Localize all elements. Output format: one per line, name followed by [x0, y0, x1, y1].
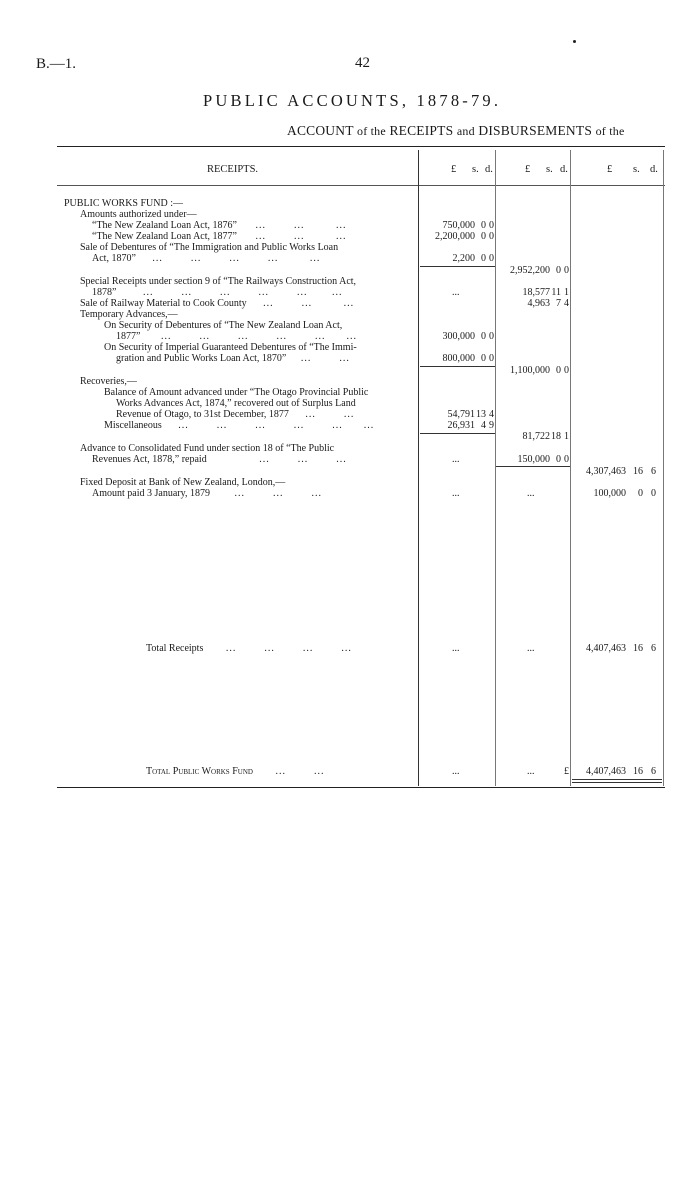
fixed-deposit-shillings: 0	[638, 488, 643, 499]
subtotal-rule	[420, 266, 495, 267]
total-double-rule	[572, 779, 662, 780]
empty-amount-dots: ...	[452, 488, 460, 499]
col1-pence-heading: d.	[485, 164, 493, 175]
miscellaneous-pence: 9	[489, 420, 494, 431]
subtotal-1-shillings: 0	[556, 265, 561, 276]
col1-pounds-heading: £	[451, 164, 457, 175]
recoveries-line: Recoveries,—	[80, 376, 137, 387]
subtitle-of-the: of the	[357, 124, 386, 138]
fixed-deposit-pounds: 100,000	[593, 488, 626, 499]
security-debentures-pounds: 300,000	[442, 331, 475, 342]
otago-balance-line-3	[116, 409, 354, 420]
amounts-authorized-line: Amounts authorized under—	[80, 209, 197, 220]
total-receipts-shillings: 16	[633, 643, 643, 654]
imperial-debentures-pence: 0	[489, 353, 494, 364]
security-debentures-shillings: 0	[481, 331, 486, 342]
leader-dots: ... ... ...	[263, 298, 355, 309]
special-receipts-pounds: 18,577	[522, 287, 550, 298]
loan-1876-line	[92, 220, 346, 231]
imperial-debentures-pounds: 800,000	[442, 353, 475, 364]
total-receipts-label: Total Receipts	[146, 643, 204, 654]
subtotal-rule	[420, 366, 495, 367]
leader-dots: ... ... ... ... ... ...	[142, 287, 343, 298]
subtitle-and: and	[456, 124, 475, 138]
total-receipts-line	[146, 643, 352, 654]
subtotal-1-pence: 0	[564, 265, 569, 276]
document-reference: B.—1.	[36, 56, 77, 72]
leader-dots: ... ... ...	[259, 454, 347, 465]
sale-pounds: 2,200	[452, 253, 475, 264]
col2-shillings-heading: s.	[546, 164, 553, 175]
subtotal-1-pounds: 2,952,200	[510, 265, 550, 276]
leader-dots: ... ... ... ... ...	[152, 253, 321, 264]
otago-balance-line-2: Works Advances Act, 1874,” recovered out of Surplus Land	[116, 398, 356, 409]
leader-dots: ... ... ...	[234, 488, 322, 499]
subtotal-4-pounds: 4,307,463	[586, 466, 626, 477]
railway-material-line	[80, 298, 354, 309]
empty-amount-dots: ...	[452, 643, 460, 654]
column-divider-1	[418, 150, 419, 786]
advance-consolidated-label: Revenues Act, 1878,” repaid	[92, 454, 207, 465]
empty-amount-dots: ...	[452, 766, 460, 777]
railway-material-label: Sale of Railway Material to Cook County	[80, 298, 247, 309]
railway-material-pence: 4	[564, 298, 569, 309]
subtotal-2-pence: 0	[564, 365, 569, 376]
total-receipts-pounds: 4,407,463	[586, 643, 626, 654]
special-receipts-line-2	[92, 287, 342, 298]
advance-repaid-shillings: 0	[556, 454, 561, 465]
sale-pence: 0	[489, 253, 494, 264]
imperial-debentures-line-1: On Security of Imperial Guaranteed Debentures of “The Immi-	[104, 342, 357, 353]
leader-dots: ... ...	[275, 766, 325, 777]
account-subtitle	[287, 123, 624, 139]
leader-dots: ... ... ... ... ... ...	[178, 420, 375, 431]
page-title: PUBLIC ACCOUNTS, 1878-79.	[203, 91, 502, 110]
advance-repaid-pence: 0	[564, 454, 569, 465]
receipts-column-heading: RECEIPTS.	[207, 164, 259, 175]
sale-shillings: 0	[481, 253, 486, 264]
leader-dots: ... ...	[305, 409, 355, 420]
col2-pounds-heading: £	[525, 164, 531, 175]
subtotal-4-pence: 6	[651, 466, 656, 477]
security-debentures-label: 1877”	[116, 331, 141, 342]
advance-consolidated-line-1: Advance to Consolidated Fund under section 18 of “The Public	[80, 443, 335, 454]
otago-balance-shillings: 13	[476, 409, 486, 420]
col3-pence-heading: d.	[650, 164, 658, 175]
total-double-rule	[572, 782, 662, 783]
imperial-debentures-line-2	[116, 353, 350, 364]
leader-dots: ... ... ...	[255, 231, 347, 242]
column-divider-3	[570, 150, 571, 786]
loan-1877-pounds: 2,200,000	[435, 231, 475, 242]
subtitle-disbursements: DISBURSEMENTS	[478, 123, 593, 138]
loan-1876-label: “The New Zealand Loan Act, 1876”	[92, 220, 237, 231]
security-debentures-line-2	[116, 331, 357, 342]
column-divider-4	[663, 150, 664, 786]
header-bottom-rule	[57, 185, 665, 186]
total-fund-shillings: 16	[633, 766, 643, 777]
subtitle-of-the-2: of the	[595, 124, 625, 138]
subtotal-rule	[420, 433, 495, 434]
otago-balance-pence: 4	[489, 409, 494, 420]
imperial-debentures-label: gration and Public Works Loan Act, 1870”	[116, 353, 287, 364]
col1-shillings-heading: s.	[472, 164, 479, 175]
otago-balance-pounds: 54,791	[447, 409, 475, 420]
total-fund-label: Total Public Works Fund	[146, 766, 253, 777]
page-number: 42	[355, 55, 370, 71]
miscellaneous-label: Miscellaneous	[104, 420, 162, 431]
empty-amount-dots: ...	[527, 488, 535, 499]
col3-pounds-heading: £	[607, 164, 613, 175]
leader-dots: ... ... ...	[255, 220, 347, 231]
loan-1876-pounds: 750,000	[442, 220, 475, 231]
security-debentures-pence: 0	[489, 331, 494, 342]
security-debentures-line-1: On Security of Debentures of “The New Zealand Loan Act,	[104, 320, 343, 331]
special-receipts-pence: 1	[564, 287, 569, 298]
temporary-advances-line: Temporary Advances,—	[80, 309, 178, 320]
subtotal-2-shillings: 0	[556, 365, 561, 376]
empty-amount-dots: ...	[452, 454, 460, 465]
loan-1877-pence: 0	[489, 231, 494, 242]
imperial-debentures-shillings: 0	[481, 353, 486, 364]
fixed-deposit-label: Amount paid 3 January, 1879	[92, 488, 210, 499]
subtitle-account: ACCOUNT	[287, 123, 354, 138]
loan-1876-shillings: 0	[481, 220, 486, 231]
leader-dots: ... ... ... ...	[225, 643, 352, 654]
empty-amount-dots: ...	[527, 643, 535, 654]
loan-1877-label: “The New Zealand Loan Act, 1877”	[92, 231, 237, 242]
total-fund-pounds: 4,407,463	[586, 766, 626, 777]
loan-1876-pence: 0	[489, 220, 494, 231]
table-top-rule	[57, 146, 665, 147]
empty-amount-dots: ...	[452, 287, 460, 298]
advance-consolidated-line-2	[92, 454, 347, 465]
fixed-deposit-line-2	[92, 488, 322, 499]
empty-amount-dots: ...	[527, 766, 535, 777]
subtotal-2-pounds: 1,100,000	[510, 365, 550, 376]
miscellaneous-line	[104, 420, 374, 431]
subtotal-3-pounds: 81,722	[522, 431, 550, 442]
leader-dots: ... ...	[300, 353, 350, 364]
otago-balance-label: Revenue of Otago, to 31st December, 1877	[116, 409, 289, 420]
railway-material-shillings: 7	[556, 298, 561, 309]
total-fund-line	[146, 766, 324, 777]
fixed-deposit-pence: 0	[651, 488, 656, 499]
advance-repaid-pounds: 150,000	[517, 454, 550, 465]
special-receipts-label: 1878”	[92, 287, 117, 298]
subtitle-receipts: RECEIPTS	[389, 123, 454, 138]
subtotal-rule	[496, 466, 570, 467]
miscellaneous-pounds: 26,931	[447, 420, 475, 431]
column-divider-2	[495, 150, 496, 786]
subtotal-4-shillings: 16	[633, 466, 643, 477]
loan-1877-shillings: 0	[481, 231, 486, 242]
total-fund-currency: £	[564, 766, 569, 777]
subtotal-3-shillings: 18	[551, 431, 561, 442]
total-receipts-pence: 6	[651, 643, 656, 654]
col3-shillings-heading: s.	[633, 164, 640, 175]
table-bottom-rule	[57, 787, 665, 788]
ink-dot	[573, 40, 576, 43]
col2-pence-heading: d.	[560, 164, 568, 175]
total-fund-pence: 6	[651, 766, 656, 777]
subtotal-3-pence: 1	[564, 431, 569, 442]
sale-debentures-label: Act, 1870”	[92, 253, 136, 264]
special-receipts-line-1: Special Receipts under section 9 of “The Railways Construction Act,	[80, 276, 357, 287]
otago-balance-line-1: Balance of Amount advanced under “The Otago Provincial Public	[104, 387, 369, 398]
miscellaneous-shillings: 4	[481, 420, 486, 431]
special-receipts-shillings: 11	[551, 287, 561, 298]
fixed-deposit-line-1: Fixed Deposit at Bank of New Zealand, London,—	[80, 477, 286, 488]
sale-debentures-line-2	[92, 253, 320, 264]
leader-dots: ... ... ... ... ... ...	[160, 331, 357, 342]
fund-heading: PUBLIC WORKS FUND :—	[64, 198, 183, 209]
sale-debentures-line-1: Sale of Debentures of “The Immigration and Public Works Loan	[80, 242, 339, 253]
loan-1877-line	[92, 231, 346, 242]
railway-material-pounds: 4,963	[527, 298, 550, 309]
